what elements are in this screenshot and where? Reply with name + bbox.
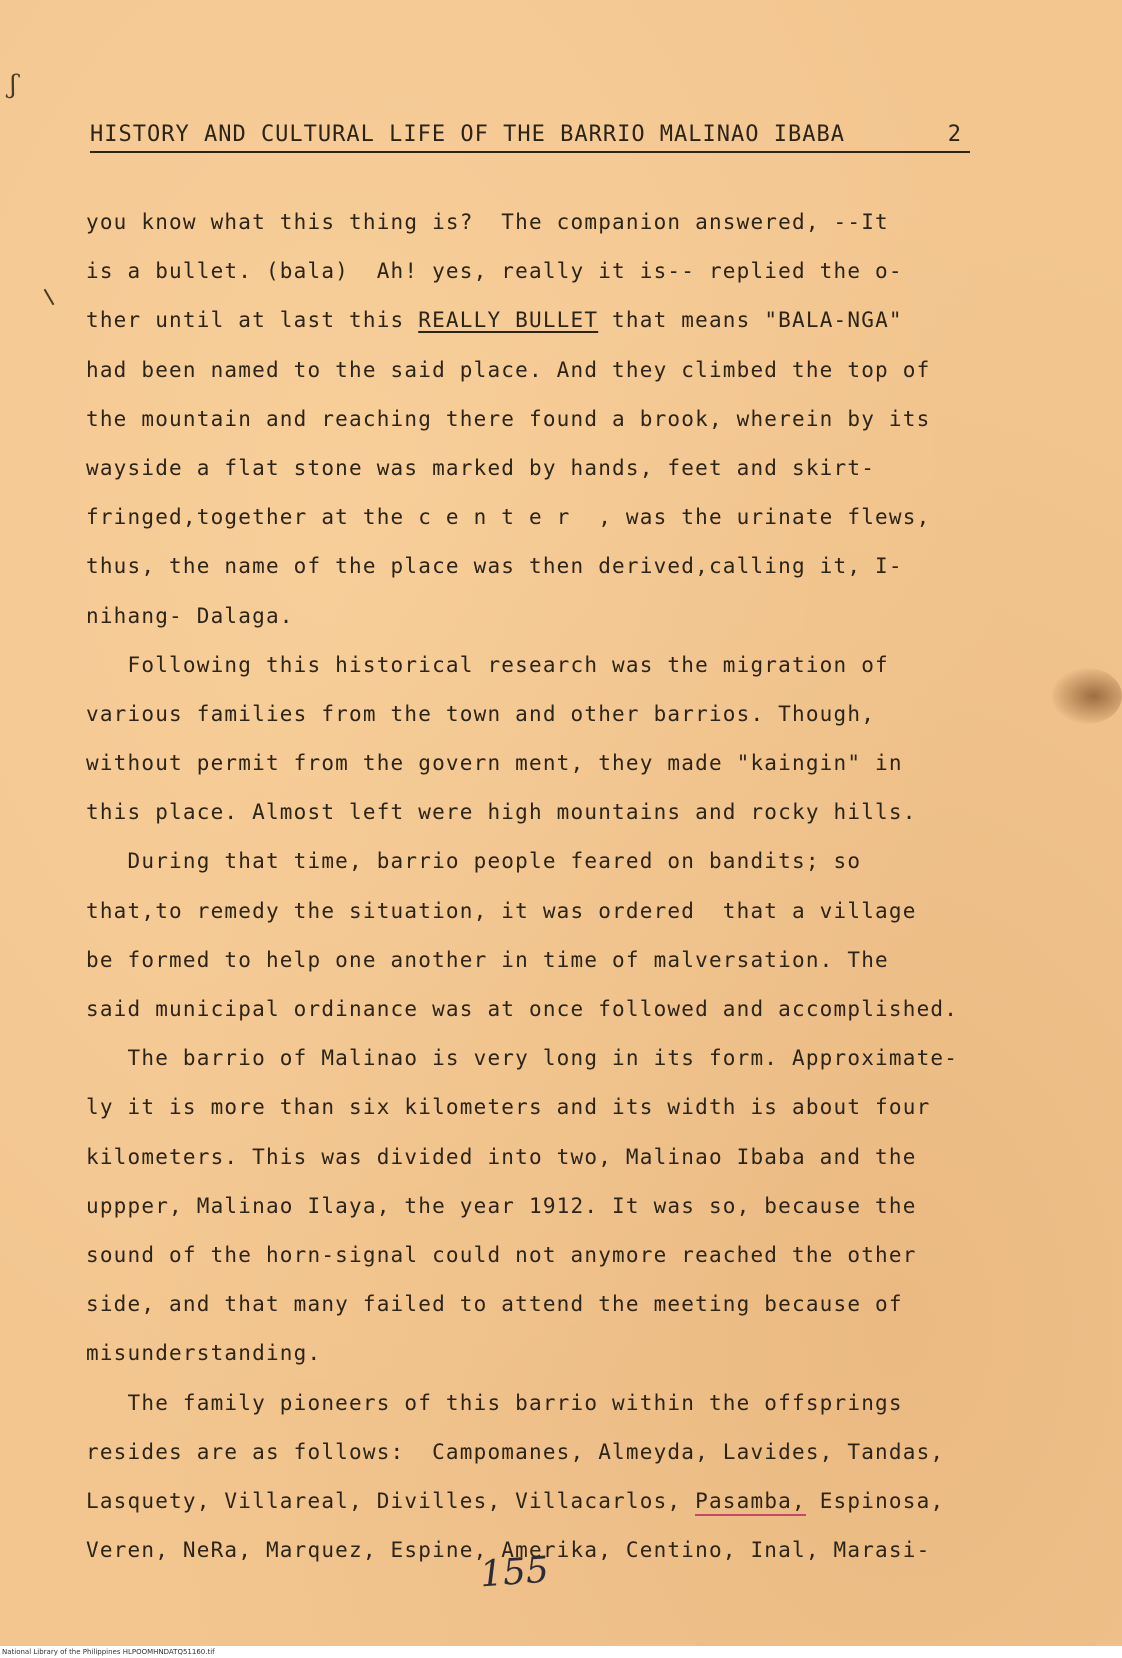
underlined-phrase: REALLY BULLET bbox=[418, 308, 599, 333]
text-line: kilometers. This was divided into two, Malinao Ibaba and the bbox=[86, 1144, 917, 1169]
text-line: you know what this thing is? The companion answered, --It bbox=[86, 210, 889, 234]
text-line: Veren, NeRa, Marquez, Espine, Amerika, Centino, Inal, Marasi- bbox=[86, 1538, 931, 1563]
text-line: this place. Almost left were high mountains and rocky hills. bbox=[86, 800, 917, 825]
text-line: The barrio of Malinao is very long in its form. Approximate- bbox=[86, 1046, 959, 1071]
text-segment: Lasquety, Villareal, Divilles, Villacarlos, bbox=[86, 1488, 696, 1513]
text-segment: Espinosa, bbox=[805, 1488, 945, 1513]
header-page-number: 2 bbox=[947, 122, 962, 147]
text-line: misunderstanding. bbox=[86, 1341, 322, 1366]
text-line: various families from the town and other barrios. Though, bbox=[86, 701, 876, 726]
handwritten-page-number: 155 bbox=[478, 1549, 551, 1596]
text-line: is a bullet. (bala) Ah! yes, really it is-- replied the o- bbox=[86, 259, 903, 284]
text-line bbox=[86, 296, 1046, 345]
text-line: resides are as follows: Campomanes, Almeyda, Lavides, Tandas, bbox=[86, 1439, 945, 1464]
text-line: be formed to help one another in time of malversation. The bbox=[86, 947, 889, 972]
text-line: During that time, barrio people feared on bandits; so bbox=[86, 849, 862, 874]
text-line bbox=[86, 1477, 1046, 1526]
text-line: had been named to the said place. And they climbed the top of bbox=[86, 357, 931, 382]
text-line: that,to remedy the situation, it was ordered that a village bbox=[86, 898, 917, 923]
margin-tick bbox=[44, 289, 55, 306]
text-line: ly it is more than six kilometers and its width is about four bbox=[86, 1095, 931, 1120]
body-text bbox=[86, 198, 1046, 1575]
text-line: without permit from the govern ment, they made "kaingin" in bbox=[86, 751, 903, 776]
margin-mark: ʃ bbox=[7, 69, 20, 101]
text-line: fringed,together at the c e n t e r , was the urinate flews, bbox=[86, 505, 931, 530]
text-segment: ther until at last this bbox=[86, 308, 419, 333]
text-line: The family pioneers of this barrio within the offsprings bbox=[86, 1390, 903, 1415]
text-line: thus, the name of the place was then derived,calling it, I- bbox=[86, 554, 903, 579]
text-line: the mountain and reaching there found a brook, wherein by its bbox=[86, 406, 931, 431]
scan-footer bbox=[0, 1646, 1122, 1658]
text-line: wayside a flat stone was marked by hands, feet and skirt- bbox=[86, 455, 876, 480]
page-header bbox=[90, 122, 970, 153]
text-line: sound of the horn-signal could not anymore reached the other bbox=[86, 1242, 917, 1267]
text-segment: that means "BALA-NGA" bbox=[598, 308, 903, 333]
red-underlined-name: Pasamba, bbox=[695, 1489, 806, 1516]
footer-text: National Library of the Philippines HLPOOMHNDATQ51160.tif bbox=[2, 1648, 215, 1656]
text-line: nihang- Dalaga. bbox=[86, 603, 294, 628]
text-line: side, and that many failed to attend the meeting because of bbox=[86, 1292, 903, 1317]
text-line: uppper, Malinao Ilaya, the year 1912. It was so, because the bbox=[86, 1193, 917, 1218]
text-line: Following this historical research was the migration of bbox=[86, 652, 889, 677]
paper-stain bbox=[1052, 668, 1122, 724]
text-line: said municipal ordinance was at once followed and accomplished. bbox=[86, 997, 959, 1021]
header-title: HISTORY AND CULTURAL LIFE OF THE BARRIO MALINAO IBABA bbox=[90, 122, 845, 147]
